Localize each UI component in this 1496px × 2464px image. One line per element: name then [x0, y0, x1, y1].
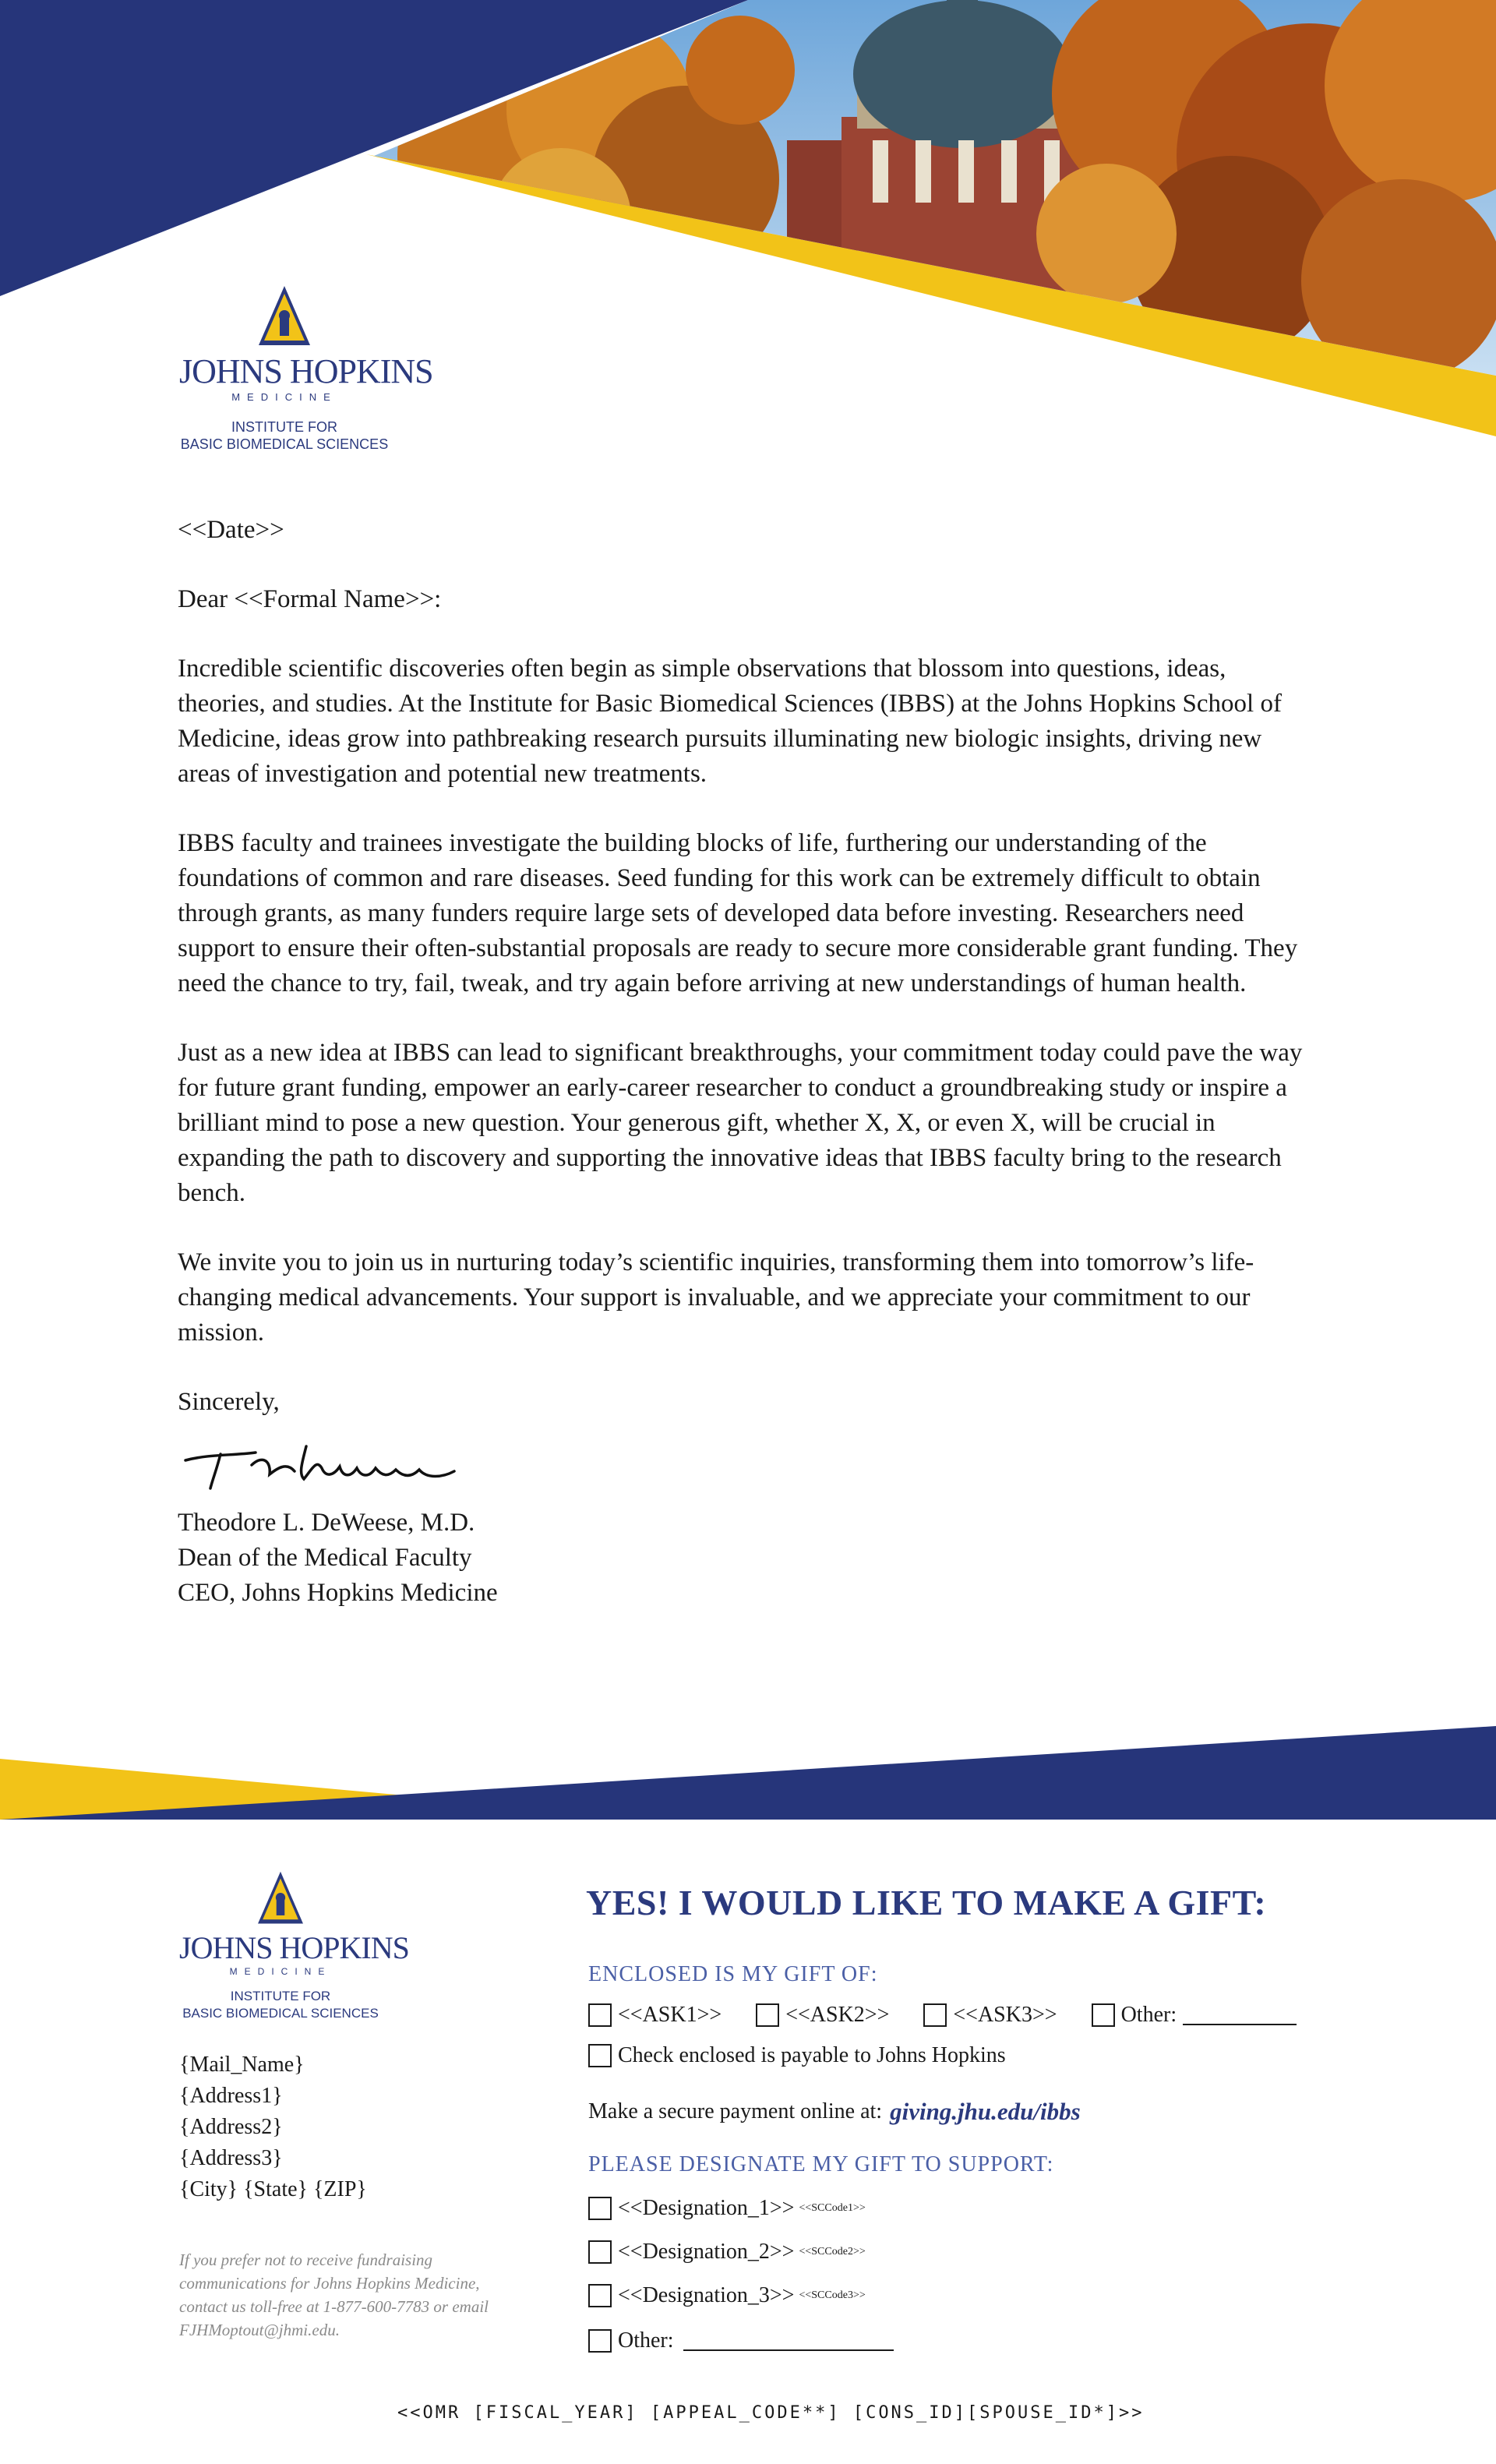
- address-line: {Address3}: [179, 2146, 283, 2170]
- logo-name: JOHNS HOPKINS: [179, 352, 433, 390]
- designation-3-checkbox[interactable]: [588, 2284, 612, 2307]
- other-amount-label: Other:: [1120, 2003, 1177, 2027]
- signature-image: [178, 1431, 489, 1501]
- divider-band: [0, 1726, 1496, 1827]
- letter-paragraph-1: Incredible scientific discoveries often begin as simple observations that blossom into questions, ideas, theories, and studies. At the Institute for Basic Biomedical Sciences (IBBS) at the Johns Hopkins School of Medicine, ideas grow into pathbreaking research pursuits illuminating new biologic insights, driving new areas of investigation and potential new treatments.: [178, 655, 1282, 788]
- shield-icon: [256, 1870, 305, 1926]
- reply-logo-sub: MEDICINE: [229, 1966, 332, 1977]
- designation-other-field[interactable]: [683, 2331, 894, 2351]
- other-amount-field[interactable]: [1183, 2005, 1297, 2025]
- designation-row: [588, 2240, 866, 2265]
- designation-3-code: <<SCCode3>>: [799, 2289, 866, 2301]
- letter-date: <<Date>>: [178, 516, 284, 544]
- letter-paragraph-3: Just as a new idea at IBBS can lead to significant breakthroughs, your commitment today could pave the way for future grant funding, empower an early-career researcher to conduct a groundbreaking study or inspire a brilliant mind to pose a new question. Your generous gift, whether X, X, or even X, will be crucial in expanding the path to discovery and supporting the innovative ideas that IBBS faculty bring to the research bench.: [178, 1039, 1303, 1207]
- signer-name: Theodore L. DeWeese, M.D.: [178, 1509, 475, 1537]
- reply-logo-inst-line1: INSTITUTE FOR: [230, 1989, 331, 2003]
- letter-paragraph-2: IBBS faculty and trainees investigate the building blocks of life, furthering our understanding of the foundations of common and rare diseases. Seed funding for this work can be extremely difficult to obtain through grants, as many funders require large sets of developed data before investing. Researchers need support to ensure their often-substantial proposals are ready to secure more considerable grant funding. They need the chance to try, fail, tweak, and try again before arriving at new understandings of human health.: [178, 829, 1298, 997]
- signer-title-1: Dean of the Medical Faculty: [178, 1544, 472, 1572]
- letter-body: [178, 513, 1315, 1611]
- check-payable-row: [588, 2043, 1006, 2068]
- designation-row: [588, 2283, 866, 2308]
- check-enclosed-checkbox[interactable]: [588, 2044, 612, 2067]
- ask2-checkbox[interactable]: [756, 2003, 779, 2027]
- online-prefix: Make a secure payment online at:: [588, 2099, 883, 2123]
- letter-paragraph-4: We invite you to join us in nurturing today’s scientific inquiries, transforming them into tomorrow’s life-changing medical advancements. Your support is invaluable, and we appreciate your commitment to our mission.: [178, 1248, 1254, 1347]
- designation-2-code: <<SCCode2>>: [799, 2246, 866, 2257]
- designation-other-checkbox[interactable]: [588, 2329, 612, 2353]
- online-url-link[interactable]: giving.jhu.edu/ibbs: [890, 2098, 1081, 2125]
- omr-code-line: <<OMR [FISCAL_YEAR] [APPEAL_CODE**] [CONS_ID][SPOUSE_ID*]>>: [397, 2403, 1145, 2423]
- ask3-label: <<ASK3>>: [953, 2003, 1057, 2027]
- designation-other-label: Other:: [618, 2328, 674, 2353]
- logo-inst-line2: BASIC BIOMEDICAL SCIENCES: [180, 436, 389, 452]
- ask3-checkbox[interactable]: [923, 2003, 947, 2027]
- designate-label: PLEASE DESIGNATE MY GIFT TO SUPPORT:: [588, 2152, 1054, 2176]
- navy-stripe-bottom: [0, 1726, 1496, 1820]
- reply-logo-inst-line2: BASIC BIOMEDICAL SCIENCES: [182, 2006, 379, 2021]
- letter-greeting: Dear <<Formal Name>>:: [178, 585, 442, 613]
- optout-notice: If you prefer not to receive fundraising communications for Johns Hopkins Medicine, contact us toll-free at 1-877-600-7783 or email FJHMoptout@jhmi.edu.: [179, 2250, 489, 2339]
- online-payment-row: [588, 2098, 1081, 2126]
- mailing-address: [179, 2049, 367, 2205]
- ask-options-row: [588, 2003, 1297, 2028]
- address-line: {Address1}: [179, 2084, 283, 2108]
- address-line: {Mail_Name}: [179, 2053, 305, 2077]
- reply-logo-name: JOHNS HOPKINS: [179, 1930, 409, 1965]
- ask1-label: <<ASK1>>: [618, 2003, 722, 2027]
- check-payable-label: Check enclosed is payable to Johns Hopkins: [618, 2043, 1006, 2067]
- designation-1-label: <<Designation_1>>: [618, 2196, 795, 2220]
- gift-heading: YES! I WOULD LIKE TO MAKE A GIFT:: [586, 1883, 1267, 1922]
- address-line: {Address2}: [179, 2115, 283, 2139]
- ask2-label: <<ASK2>>: [785, 2003, 890, 2027]
- logo-inst-line1: INSTITUTE FOR: [231, 419, 337, 435]
- jhm-logo: [179, 284, 433, 453]
- designation-1-checkbox[interactable]: [588, 2197, 612, 2220]
- designation-2-checkbox[interactable]: [588, 2240, 612, 2264]
- reply-logo: [179, 1870, 409, 2022]
- designation-row: [588, 2196, 866, 2221]
- logo-sub: MEDICINE: [231, 391, 337, 403]
- ask1-checkbox[interactable]: [588, 2003, 612, 2027]
- designation-3-label: <<Designation_3>>: [618, 2283, 795, 2307]
- designation-other-row: [588, 2328, 894, 2353]
- other-amount-checkbox[interactable]: [1092, 2003, 1115, 2027]
- enclosed-label: ENCLOSED IS MY GIFT OF:: [588, 1962, 878, 1986]
- signer-title-2: CEO, Johns Hopkins Medicine: [178, 1579, 498, 1607]
- designation-1-code: <<SCCode1>>: [799, 2202, 866, 2214]
- letter-closing: Sincerely,: [178, 1388, 280, 1416]
- designation-2-label: <<Designation_2>>: [618, 2240, 795, 2264]
- shield-icon: [257, 284, 312, 348]
- address-line: {City} {State} {ZIP}: [179, 2177, 367, 2201]
